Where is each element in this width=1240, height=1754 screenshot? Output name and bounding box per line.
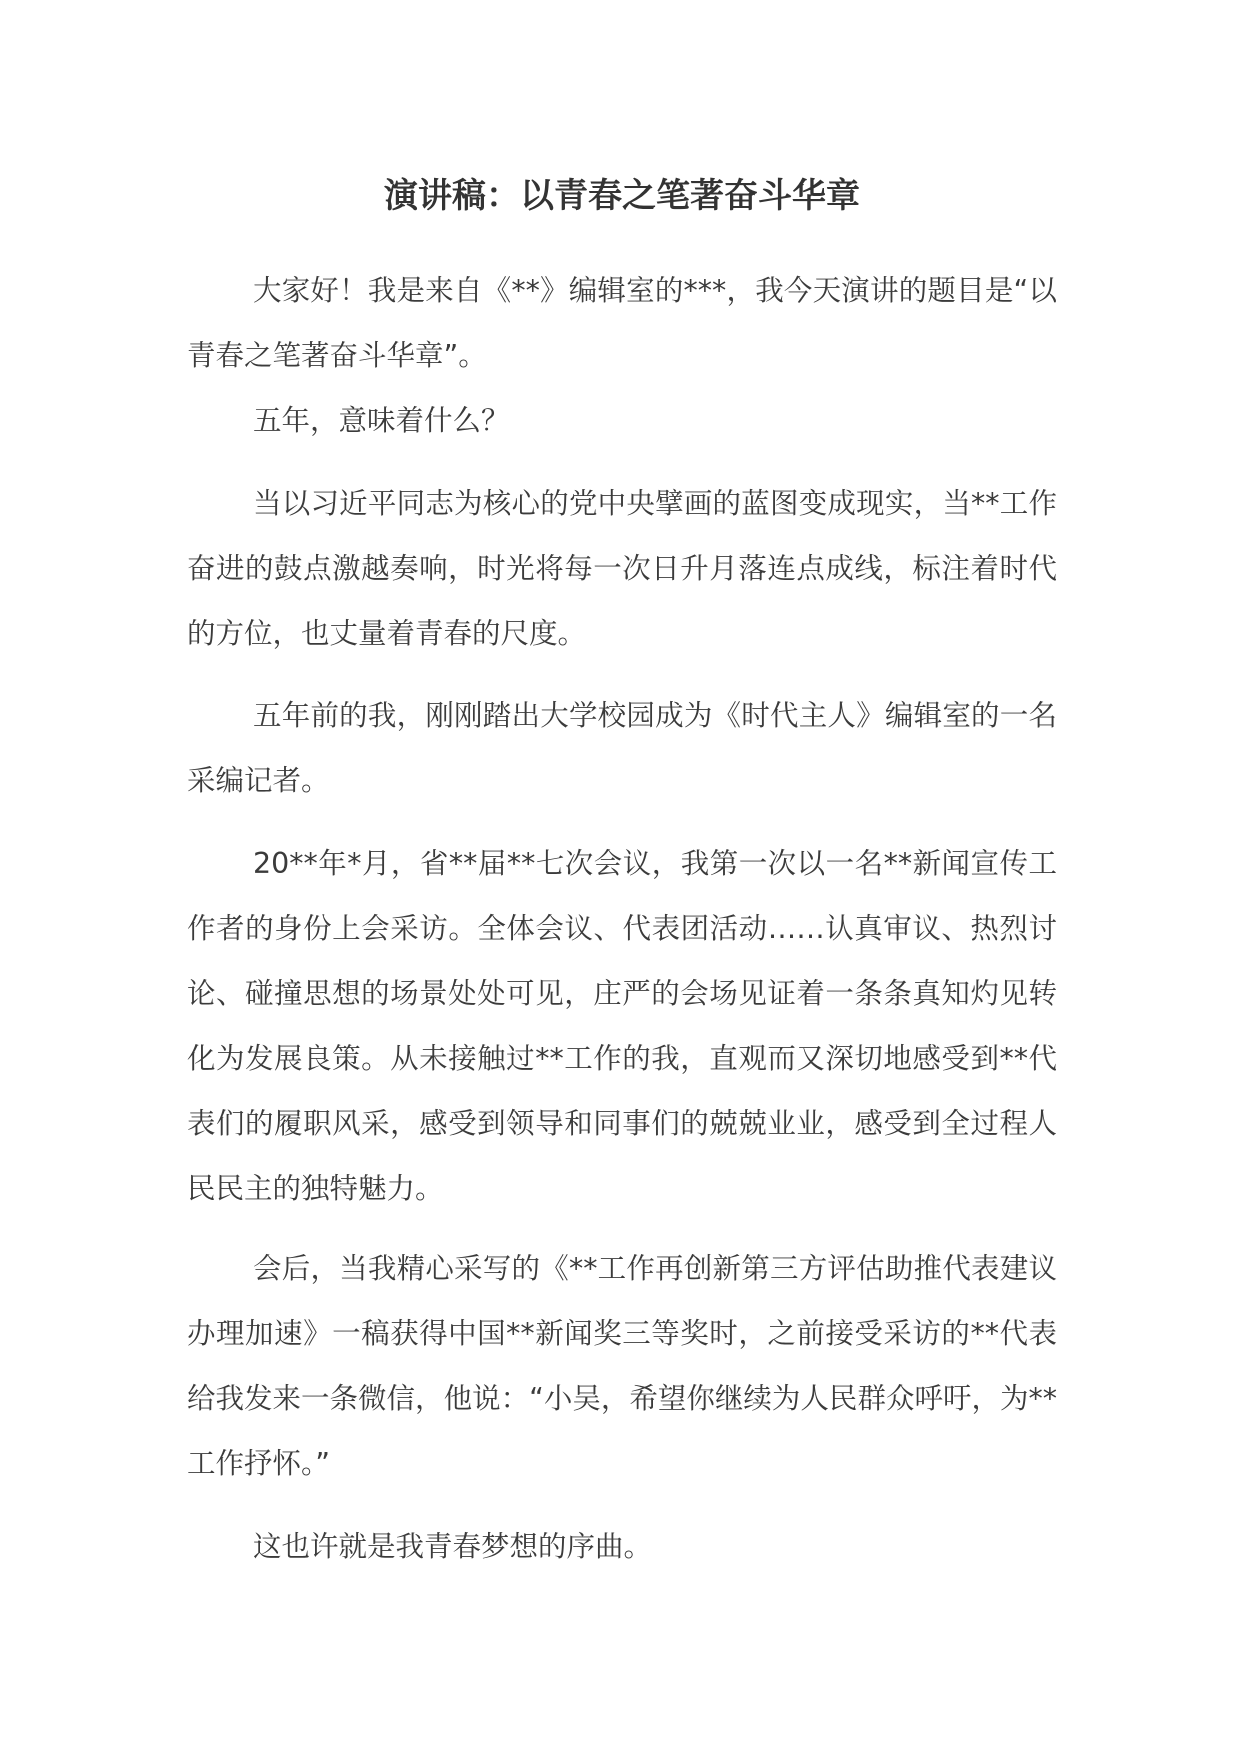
document-title: 演讲稿：以青春之笔著奋斗华章	[384, 176, 860, 216]
paragraph-question: 五年，意味着什么？	[253, 404, 510, 437]
paragraph-five-years-ago: 五年前的我，刚刚踏出大学校园成为《时代主人》编辑室的一名采编记者。	[187, 699, 1057, 797]
paragraph-first-interview: 20**年*月，省**届**七次会议，我第一次以一名**新闻宣传工作者的身份上会采访。全体会议、代表团活动……认真审议、热烈讨论、碰撞思想的场景处处可见，庄严的会场见证着一条条真知灼见转化为发展良策。从未接触过**工作的我，直观而又深切地感受到**代表们的履职风采，感受到领导和同事们的兢兢业业，感受到全过程人民民主的独特魅力。	[187, 847, 1057, 1205]
document-page	[187, 0, 1057, 1754]
paragraph-greeting: 大家好！我是来自《**》编辑室的***，我今天演讲的题目是“以青春之笔著奋斗华章”。	[187, 274, 1057, 372]
paragraph-award: 会后，当我精心采写的《**工作再创新第三方评估助推代表建议办理加速》一稿获得中国**新闻奖三等奖时，之前接受采访的**代表给我发来一条微信，他说：“小吴，希望你继续为人民群众呼吁，为**工作抒怀。”	[187, 1252, 1057, 1480]
paragraph-blueprint: 当以习近平同志为核心的党中央擘画的蓝图变成现实，当**工作奋进的鼓点激越奏响，时光将每一次日升月落连点成线，标注着时代的方位，也丈量着青春的尺度。	[187, 487, 1057, 650]
paragraph-prelude: 这也许就是我青春梦想的序曲。	[253, 1530, 653, 1563]
